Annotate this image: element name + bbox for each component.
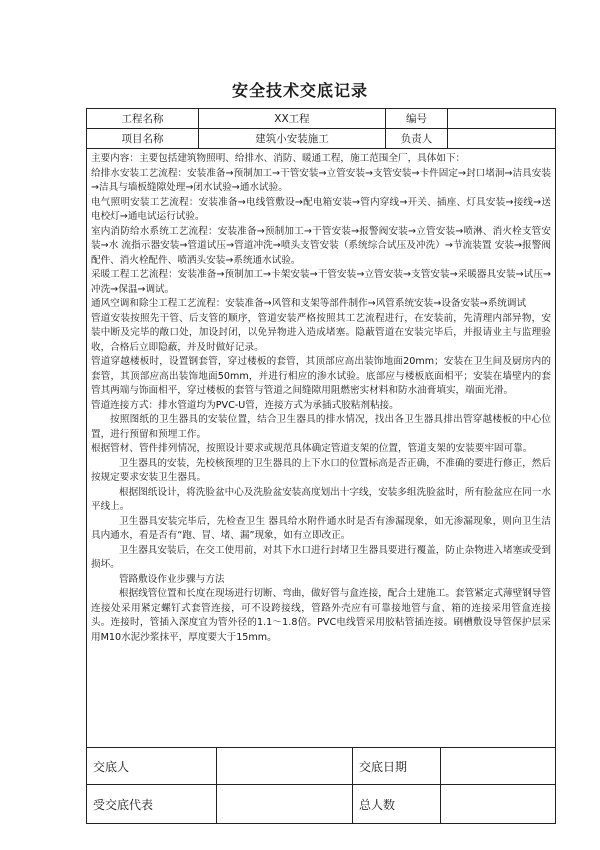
receiver-label: 受交底代表 [87,785,217,823]
item-name-label: 项目名称 [87,129,199,148]
content-paragraph: 电气照明安装工艺流程：安装准备→电线管敷设→配电箱安装→管内穿线→开关、插座、灯具安装→接线→送电校灯→通电试运行试验。 [91,196,551,222]
project-name-label: 工程名称 [87,109,199,128]
footer-row-discloser [87,748,555,785]
content-paragraph: 卫生器具安装后，在交工使用前，对其下水口进行封堵卫生器具要进行覆盖，防止杂物进入堵塞或受到损坏。 [91,544,551,570]
content-paragraph: 根据图纸设计，将洗脸盆中心及洗脸盆安装高度划出十字线，安装多组洗脸盆时，所有脸盆应在同一水平线上。 [91,486,551,512]
content-paragraph: 卫生器具安装完毕后，先检查卫生 器具给水附件通水时是否有渗漏现象，如无渗漏现象，则向卫生洁具内通水，看是否有“跑、冒、堵、漏”现象，如有立即改正。 [91,515,551,541]
number-label: 编号 [386,109,448,128]
content-paragraph: 根据管材、管件排列情况，按照设计要求或规范具体确定管道支架的位置，管道支架的安装要牢固可靠。 [91,443,533,454]
content-paragraph: 管道连接方式：排水管道均为PVC-U管，连接方式为承插式胶粘剂粘接。 [91,399,399,411]
content-paragraph: 根据线管位置和长度在现场进行切断、弯曲，做好管与盒连接，配合土建施工。套管紧定式薄壁钢导管连接处采用紧定螺钉式套管连接，可不设跨接线，管路外壳应有可靠接地管与盒、箱的连接采用管盒连接头。连接时，管插入深度宜为管外径的1.1～1.8倍。PVC电线管采用胶粘管插连接。刷槽敷设导管保护层采用M10水泥沙浆抹平，厚度要大于15mm。 [91,588,551,643]
footer-row-receiver [87,785,555,823]
content-paragraph: 管道穿越楼板时，设置钢套管，穿过楼板的套管，其顶部应高出装饰地面20mm；安装在卫生间及厨房内的套管，其顶部应高出装饰地面50mm，并进行相应的渗水试验。底部应与楼板底面相平；安装在墙壁内的套管其两端与饰面相平，穿过楼板的套管与管道之间缝隙用阻燃密实材料和防水油膏填实，端面光滑。 [91,356,551,396]
content-paragraph: 主要内容：主要包括建筑物照明、给排水、消防、暖通工程，施工范围全厂，具体如下： [91,153,466,164]
item-name-value: 建筑小安装施工 [199,129,386,148]
disclosure-content [87,149,555,748]
total-label: 总人数 [353,785,441,823]
page-title: 安全技术交底记录 [231,81,368,100]
header-row-project [87,109,555,129]
disclosure-form [86,108,556,824]
header-row-item [87,129,555,149]
content-subheading: 管路敷设作业步骤与方法 [119,573,225,585]
discloser-value [217,748,353,784]
date-label: 交底日期 [353,748,441,784]
content-paragraph: 通风空调和除尘工程工艺流程：安装准备→风管和支架等部件制作→风管系统安装→设备安装→系统调试 [91,298,527,309]
total-value [441,785,557,823]
number-value [448,109,557,128]
content-paragraph: 按照图纸的卫生器具的安装位置，结合卫生器具的排水情况，找出各卫生器具排出管穿越楼板的中心位置，进行预留和预埋工作。 [91,414,551,440]
date-value [441,748,557,784]
project-name-value: XX工程 [199,109,386,128]
receiver-value [217,785,353,823]
manager-label: 负责人 [386,129,448,148]
content-paragraph: 给排水安装工艺流程：安装准备→预制加工→干管安装→立管安装→支管安装→卡件固定→封口堵洞→洁具安装→洁具与墙板缝隙处理→闭水试验→通水试验。 [91,167,551,193]
discloser-label: 交底人 [87,748,217,784]
content-paragraph: 管道安装按照先干管、后支管的顺序，管道安装严格按照其工艺流程进行，在安装前，先清理内部异物，安装中断及完毕的敞口处，加设封闭，以免异物进入造成堵塞。隐蔽管道在安装完毕后，并报请业主与监理验收，合格后立即隐蔽，并及时做好记录。 [91,312,551,353]
content-paragraph: 卫生器具的安装，先校核预埋的卫生器具的上下水口的位置标高是否正确，不准确的要进行修正，然后按规定要求安装卫生器具。 [91,457,551,483]
content-paragraph: 室内消防给水系统工艺流程：安装准备→预制加工→干管安装→报警阀安装→立管安装→喷淋、消火栓支管安装→水 流指示器安装→管道试压→管道冲洗→喷头支管安装（系统综合试压及冲洗）→节流装置 安装→报警阀配件、消火栓配件、喷洒头安装→系统通水试验。 [91,225,551,266]
content-paragraph: 采暖工程工艺流程：安装准备→预制加工→卡架安装→干管安装→立管安装→支管安装→采暖器具安装→试压→冲洗→保温→调试。 [91,269,551,295]
manager-value [448,129,557,148]
